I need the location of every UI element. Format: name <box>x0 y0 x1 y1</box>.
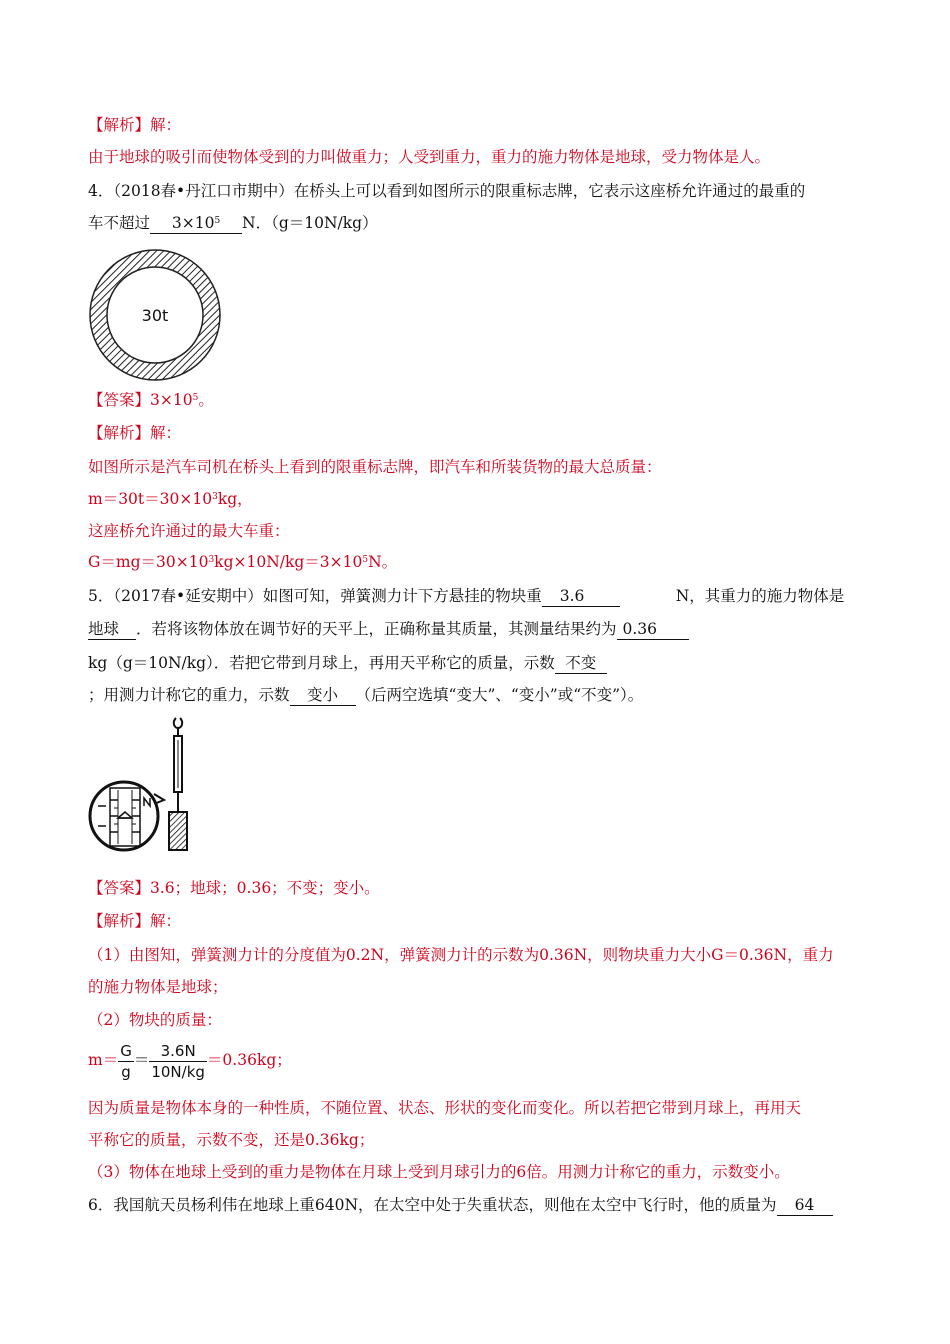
sign-text: 30t <box>141 306 169 325</box>
question-4-line2: 车不超过 $3\times 10^5$ N．（g＝10N/kg） <box>88 214 378 232</box>
fraction-3.6n-over-10nkg: $\frac{3.6N}{10N/kg}$ <box>151 1041 205 1081</box>
analysis-5-line6: 平称它的质量，示数不变，还是0.36kg； <box>88 1131 375 1149</box>
analysis-5-line3: （2）物块的质量： <box>88 1011 222 1029</box>
q4-answer-blank: $3\times 10^5$ <box>150 214 242 234</box>
analysis-4-line4: $G=mg=30\times 10^3kg\times 10N/kg=3\times 10^5N$。 <box>88 553 398 571</box>
question-6-line1: 6．我国航天员杨利伟在地球上重640N，在太空中处于失重状态，则他在太空中飞行时，他的质量为 64 <box>88 1194 833 1216</box>
analysis-text-3: 由于地球的吸引而使物体受到的力叫做重力；人受到重力，重力的施力物体是地球，受力物体是人。 <box>88 148 771 166</box>
question-5-line1: 5．（2017春•延安期中）如图可知，弹簧测力计下方悬挂的物块重 3.6 N，其重力的施力物体是 <box>88 587 845 605</box>
q5-blank-3: 0.36 <box>617 620 689 640</box>
analysis-header-4: 【解析】解： <box>88 424 182 442</box>
q5-blank-2: 地球 <box>88 620 136 640</box>
analysis-header-5: 【解析】解： <box>88 912 182 930</box>
answer-4: 【答案】$3\times 10^5$。 <box>88 391 214 409</box>
q6-blank-1: 64 <box>777 1196 833 1216</box>
analysis-4-line1: 如图所示是汽车司机在桥头上看到的限重标志牌，即汽车和所装货物的最大总质量： <box>88 458 662 476</box>
q5-blank-5: 变小 <box>290 686 356 706</box>
analysis-header-3: 【解析】解： <box>88 116 182 134</box>
answer-5: 【答案】3.6；地球；0.36；不变；变小。 <box>88 879 380 897</box>
analysis-5-line5: 因为质量是物体本身的一种性质，不随位置、状态、形状的变化而变化。所以若把它带到月球上，再用天 <box>88 1099 802 1117</box>
question-4-line1: 4．（2018春•丹江口市期中）在桥头上可以看到如图所示的限重标志牌，它表示这座桥允许通过的最重的 <box>88 182 806 200</box>
weight-limit-sign <box>88 248 222 382</box>
q5-blank-4: 不变 <box>555 654 607 674</box>
analysis-4-line2: $m=30t=30\times 10^3kg$， <box>88 490 253 508</box>
analysis-5-line7: （3）物体在地球上受到的重力是物体在月球上受到月球引力的6倍。用测力计称它的重力，示数变小。 <box>88 1163 790 1181</box>
analysis-5-line2: 的施力物体是地球； <box>88 978 228 996</box>
fraction-g-over-g: $\frac{G}{g}$ <box>120 1041 132 1081</box>
question-5-line4: ；用测力计称它的重力，示数 变小 （后两空选填“变大”、“变小”或“不变”）。 <box>88 686 644 704</box>
analysis-4-line3: 这座桥允许通过的最大车重： <box>88 522 290 540</box>
question-5-line2: 地球 ．若将该物体放在调节好的天平上，正确称量其质量，其测量结果约为 0.36 <box>88 618 689 640</box>
analysis-5-line1: （1）由图知，弹簧测力计的分度值为0.2N，弹簧测力计的示数为0.36N，则物块重力大小G＝0.36N，重力 <box>88 946 834 964</box>
spring-scale-figure <box>88 716 208 866</box>
q5-blank-1: 3.6 <box>542 587 620 607</box>
analysis-5-formula: m＝ $\frac{G}{g}$ ＝ $\frac{3.6N}{10N/kg}$ ＝0.36kg； <box>88 1041 292 1081</box>
question-5-line3: kg（g＝10N/kg）．若把它带到月球上，再用天平称它的质量，示数 不变 <box>88 652 607 674</box>
